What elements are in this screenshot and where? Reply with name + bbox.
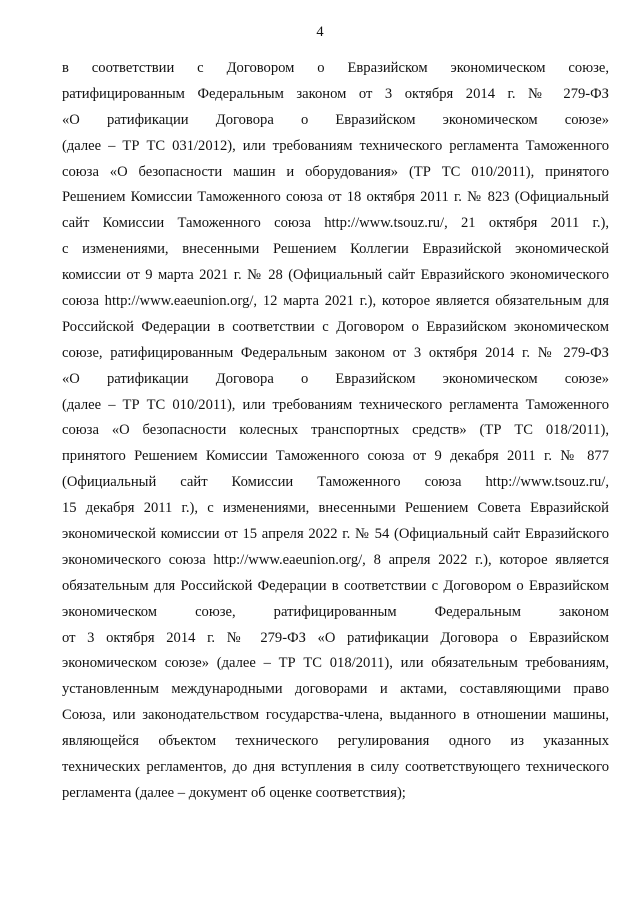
text-line: ратифицированным Федеральным законом от 3 октября 2014 г. № 279-ФЗ bbox=[62, 85, 609, 102]
text-line: принятого Решением Комиссии Таможенного союза от 9 декабря 2011 г. № 877 bbox=[62, 448, 609, 465]
text-line: сайт Комиссии Таможенного союза http://www.tsouz.ru/, 21 октября 2011 г.), bbox=[62, 215, 609, 232]
text-line: регламента (далее – документ об оценке соответствия); bbox=[62, 784, 406, 801]
text-line: (далее – ТР ТС 010/2011), или требованиям технического регламента Таможенного bbox=[62, 396, 609, 413]
text-line: установленным международными договорами и актами, составляющими право bbox=[62, 681, 609, 698]
text-line: экономического союза http://www.eaeunion.org/, 8 апреля 2022 г.), которое является bbox=[62, 551, 609, 568]
text-line: от 3 октября 2014 г. № 279-ФЗ «О ратификации Договора о Евразийском bbox=[62, 629, 609, 646]
text-line: Российской Федерации в соответствии с Договором о Евразийском экономическом bbox=[62, 318, 609, 335]
text-line: Решением Комиссии Таможенного союза от 18 октября 2011 г. № 823 (Официальный bbox=[62, 189, 609, 206]
text-line: являющейся объектом технического регулирования одного из указанных bbox=[62, 733, 609, 750]
text-line: обязательным для Российской Федерации в соответствии с Договором о Евразийском bbox=[62, 577, 609, 594]
text-line: (далее – ТР ТС 031/2012), или требованиям технического регламента Таможенного bbox=[62, 137, 609, 154]
text-line: союза http://www.eaeunion.org/, 12 марта 2021 г.), которое является обязательным для bbox=[62, 293, 609, 310]
text-line: (Официальный сайт Комиссии Таможенного союза http://www.tsouz.ru/, bbox=[62, 474, 609, 491]
text-line: в соответствии с Договором о Евразийском экономическом союзе, bbox=[62, 60, 609, 76]
text-line: союза «О безопасности машин и оборудования» (ТР ТС 010/2011), принятого bbox=[62, 163, 609, 180]
body-text bbox=[62, 56, 609, 807]
page-number: 4 bbox=[316, 24, 324, 40]
text-line: экономическом союзе, ратифицированным Федеральным законом bbox=[62, 603, 609, 620]
text-line: «О ратификации Договора о Евразийском экономическом союзе» bbox=[62, 111, 609, 128]
text-line: технических регламентов, до дня вступления в силу соответствующего технического bbox=[62, 759, 609, 776]
text-line: «О ратификации Договора о Евразийском экономическом союзе» bbox=[62, 370, 609, 387]
text-line: Союза, или законодательством государства-члена, выданного в отношении машины, bbox=[62, 707, 609, 724]
text-line: союза «О безопасности колесных транспортных средств» (ТР ТС 018/2011), bbox=[62, 422, 609, 439]
text-line: экономической комиссии от 15 апреля 2022 г. № 54 (Официальный сайт Евразийского bbox=[62, 526, 609, 543]
text-line: с изменениями, внесенными Решением Коллегии Евразийской экономической bbox=[62, 241, 609, 258]
text-line: экономическом союзе» (далее – ТР ТС 018/2011), или обязательным требованиям, bbox=[62, 655, 609, 672]
text-line: 15 декабря 2011 г.), с изменениями, внесенными Решением Совета Евразийской bbox=[62, 500, 609, 517]
text-line: союзе, ратифицированным Федеральным законом от 3 октября 2014 г. № 279-ФЗ bbox=[62, 344, 609, 361]
text-line: комиссии от 9 марта 2021 г. № 28 (Официальный сайт Евразийского экономического bbox=[62, 267, 609, 284]
